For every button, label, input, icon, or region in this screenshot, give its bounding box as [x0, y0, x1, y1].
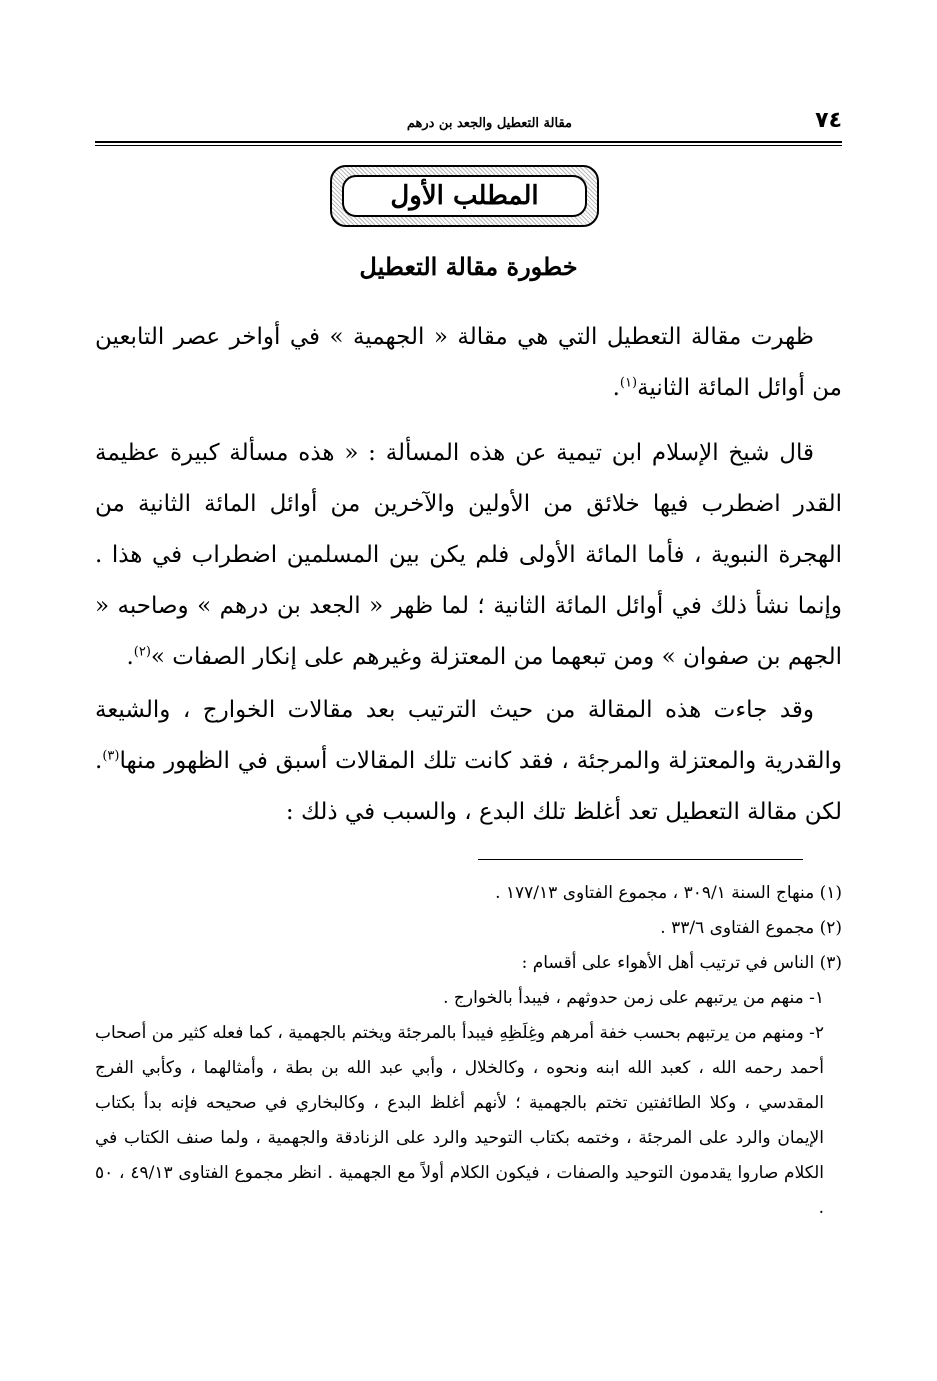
footnote-ref-3: (٣) — [102, 748, 120, 764]
section-label: المطلب الأول — [390, 181, 539, 211]
paragraph-3-text: وقد جاءت هذه المقالة من حيث الترتيب بعد مقالات الخوارج ، والشيعة والقدرية والمعتزلة والمرجئة ، فقد كانت تلك المقالات أسبق في الظهور منها — [95, 697, 842, 774]
footnote-3-item-2: ٢- ومنهم من يرتبهم بحسب خفة أمرهم وغِلَظِهِ فيبدأ بالمرجئة ويختم بالجهمية ، كما فعله كثير من أصحاب أحمد رحمه الله ، كعبد الله ابنه ونحوه ، وكالخلال ، وأبي عبد الله بن بطة ، وأمثالهما ، وكأبي الفرج المقدسي ، وكلا الطائفتين تختم بالجهمية ؛ لأنهم أغلظ البدع ، وكالبخاري في صحيحه فإنه بدأ بكتاب الإيمان والرد على المرجئة ، وختمه بكتاب التوحيد والرد على الزنادقة والجهمية ، ولما صنف الكتاب في الكلام صاروا يقدمون التوحيد والصفات ، فيكون الكلام أولاً مع الجهمية . انظر مجموع الفتاوى ٤٩/١٣ ، ٥٠ . — [95, 1023, 824, 1218]
paragraph-3-tail: . لكن مقالة التعطيل تعد أغلظ تلك البدع ، والسبب في ذلك : — [95, 748, 842, 825]
footnote-ref-2: (٢) — [133, 644, 151, 660]
header-rule-thin — [95, 145, 842, 146]
paragraph-3 — [95, 685, 842, 838]
header-rule — [95, 141, 842, 143]
footnote-1: (١) منهاج السنة ٣٠٩/١ ، مجموع الفتاوى ١٧٧/١٣ . — [495, 883, 842, 903]
footnote-3-item-1: ١- منهم من يرتبهم على زمن حدوثهم ، فيبدأ بالخوارج . — [443, 988, 824, 1008]
page-number: ٧٤ — [815, 108, 842, 133]
section-frame — [330, 165, 599, 227]
paragraph-1-tail: . — [612, 375, 620, 401]
running-title: مقالة التعطيل والجعد بن درهم — [406, 116, 572, 131]
paragraph-1 — [95, 312, 842, 414]
footnote-separator — [478, 859, 803, 860]
paragraph-2-tail: . — [126, 644, 134, 670]
paragraph-2-text: قال شيخ الإسلام ابن تيمية عن هذه المسألة : « هذه مسألة كبيرة عظيمة القدر اضطرب فيها خلائق من الأولين والآخرين من أوائل المائة الثانية من الهجرة النبوية ، فأما المائة الأولى فلم يكن بين المسلمين اضطراب في هذا . وإنما نشأ ذلك في أوائل المائة الثانية ؛ لما ظهر « الجعد بن درهم » وصاحبه « الجهم بن صفوان » ومن تبعهما من المعتزلة وغيرهم على إنكار الصفات » — [95, 440, 842, 670]
section-inner — [342, 175, 587, 217]
section-subtitle: خطورة مقالة التعطيل — [359, 252, 578, 281]
paragraph-2 — [95, 428, 842, 683]
footnote-3: (٣) الناس في ترتيب أهل الأهواء على أقسام : — [521, 953, 842, 973]
paragraph-1-text: ظهرت مقالة التعطيل التي هي مقالة « الجهمية » في أواخر عصر التابعين من أوائل المائة الثانية — [95, 324, 842, 401]
footnote-ref-1: (١) — [619, 375, 638, 391]
page-header — [95, 108, 842, 138]
footnote-2: (٢) مجموع الفتاوى ٣٣/٦ . — [660, 918, 842, 938]
footnotes — [95, 876, 842, 1226]
